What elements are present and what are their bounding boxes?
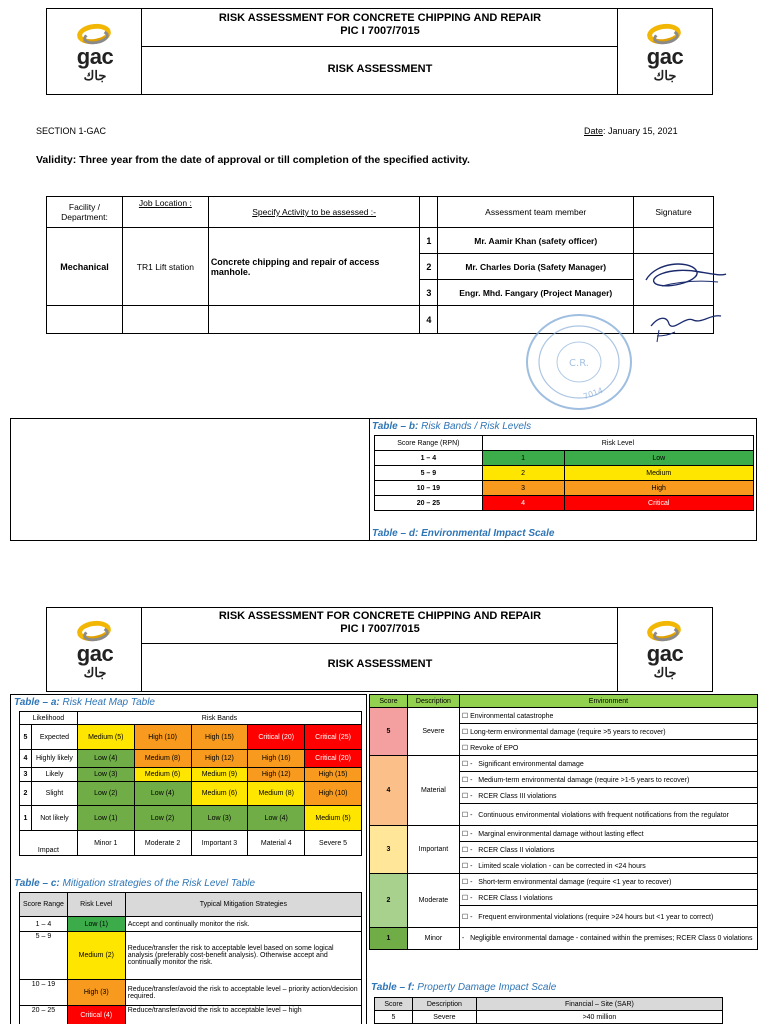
env-item: ☐ - RCER Class I violations: [459, 890, 757, 906]
signature-cell: [634, 228, 714, 254]
score-cell: 5: [375, 1011, 413, 1024]
table-c-caption: Table – c: Mitigation strategies of the Risk Level Table: [14, 878, 256, 889]
col-risk-bands: Risk Bands: [77, 712, 361, 725]
env-item: ☐ - Significant environmental damage: [459, 756, 757, 772]
signature-icon: [638, 256, 728, 296]
impact-col: Moderate 2: [134, 831, 191, 856]
col-risk-level: Risk Level: [482, 436, 753, 451]
date-line: [584, 126, 678, 136]
range-cell: 10 – 19: [375, 481, 483, 496]
member-name: Engr. Mhd. Fangary (Project Manager): [438, 280, 634, 306]
logo-text: gac: [646, 44, 684, 69]
heat-cell: High (10): [305, 782, 362, 806]
heat-cell: Medium (8): [134, 750, 191, 768]
impact-col: Minor 1: [77, 831, 134, 856]
member-num: 3: [420, 280, 438, 306]
env-item: ☐ - RCER Class III violations: [459, 788, 757, 804]
env-item: ☐ - Limited scale violation - can be corrected in <24 hours: [459, 858, 757, 874]
logo-arabic: جاك: [83, 68, 107, 83]
heat-cell: Critical (20): [305, 750, 362, 768]
env-item: ☐ Environmental catastrophe: [459, 708, 757, 724]
table-b-caption: Table – b: Risk Bands / Risk Levels: [372, 421, 532, 432]
level-cell: Critical (4): [67, 1006, 125, 1024]
logo-arabic: جاك: [653, 665, 677, 680]
col-likelihood: Likelihood: [20, 712, 78, 725]
empty-panel: [10, 418, 370, 541]
heat-cell: Low (1): [77, 806, 134, 831]
doc-title-line1: RISK ASSESSMENT FOR CONCRETE CHIPPING AND REPAIR: [218, 610, 542, 622]
heat-cell: Medium (5): [305, 806, 362, 831]
heat-cell: Medium (8): [248, 782, 305, 806]
impact-label: Impact: [20, 831, 78, 856]
desc-cell: Minor: [407, 928, 459, 950]
score-cell: 1: [370, 928, 408, 950]
col-score: Score: [370, 695, 408, 708]
level-label: Critical: [564, 496, 754, 511]
heat-cell: High (15): [305, 768, 362, 782]
score-cell: 5: [370, 708, 408, 756]
likelihood-label: Not likely: [31, 806, 77, 831]
gac-logo-left-1: [55, 22, 135, 88]
level-cell: High (3): [67, 980, 125, 1006]
date-label: Date: [584, 126, 604, 136]
level-label: Low: [564, 451, 754, 466]
heat-cell: Critical (20): [248, 725, 305, 750]
logo-text: gac: [646, 641, 684, 666]
gac-logo-left-2: [55, 619, 135, 685]
range-cell: 5 – 9: [375, 466, 483, 481]
gac-logo-right-2: [625, 619, 705, 685]
doc-subtitle: RISK ASSESSMENT: [327, 658, 433, 670]
col-description: Description: [407, 695, 459, 708]
member-name: Mr. Aamir Khan (safety officer): [438, 228, 634, 254]
level-num: 1: [482, 451, 564, 466]
desc-cell: Important: [407, 826, 459, 874]
logo-arabic: جاك: [653, 68, 677, 83]
col-score-range: Score Range (RPN): [375, 436, 483, 451]
heat-cell: Critical (25): [305, 725, 362, 750]
likelihood-label: Highly likely: [31, 750, 77, 768]
table-a: Likelihood Risk Bands 5 Expected Medium (5) High (10) High (15) Critical (20) Critical (25) 4 Highly likely Low (4) Medium (8) High (12) High (16) Critical (20) 3 Likely Low (3) Medium (6) Medium (9) High (12) High (15) 2 Slight Low (2) Low (4) Medium (6) Medium (8) High (10) 1 Not likely Low (1) Low (2) Low (3) Low (4) Medium (5) Impact Minor 1 Moderate 2 Important 3 Material 4 Severe 5: [19, 711, 362, 856]
score-cell: 4: [370, 756, 408, 826]
logo-text: gac: [76, 641, 114, 666]
likelihood-label: Slight: [31, 782, 77, 806]
heat-cell: Medium (9): [191, 768, 248, 782]
desc-cell: Material: [407, 756, 459, 826]
impact-col: Important 3: [191, 831, 248, 856]
col-location: Job Location :: [122, 197, 208, 228]
facility-value: Mechanical: [47, 228, 123, 306]
col-financial: Financial – Site (SAR): [476, 998, 722, 1011]
validity-text: Validity: Three year from the date of approval or till completion of the specified activity.: [36, 154, 470, 166]
desc-cell: Severe: [412, 1011, 476, 1024]
member-name: Mr. Charles Doria (Safety Manager): [438, 254, 634, 280]
heat-cell: Low (4): [77, 750, 134, 768]
strategy-cell: Reduce/transfer/avoid the risk to acceptable level – high: [125, 1006, 361, 1024]
member-num: 4: [420, 306, 438, 334]
strategy-cell: Accept and continually monitor the risk.: [125, 917, 361, 932]
env-item: ☐ - Short-term environmental damage (require <1 year to recover): [459, 874, 757, 890]
level-cell: Low (1): [67, 917, 125, 932]
signature-icon: [645, 306, 725, 346]
level-num: 4: [482, 496, 564, 511]
value-cell: >40 million: [476, 1011, 722, 1024]
range-cell: 20 – 25: [20, 1006, 68, 1024]
range-cell: 1 – 4: [20, 917, 68, 932]
heat-cell: Low (3): [77, 768, 134, 782]
score-cell: 3: [370, 826, 408, 874]
table-a-caption: Table – a: Risk Heat Map Table: [14, 697, 155, 708]
likelihood-label: Expected: [31, 725, 77, 750]
heat-cell: Medium (6): [134, 768, 191, 782]
range-cell: 1 – 4: [375, 451, 483, 466]
heat-cell: High (12): [248, 768, 305, 782]
gac-logo-right-1: [625, 22, 705, 88]
range-cell: 5 – 9: [20, 932, 68, 980]
col-description: Description: [412, 998, 476, 1011]
env-item: ☐ - Marginal environmental damage without lasting effect: [459, 826, 757, 842]
strategy-cell: Reduce/transfer/avoid the risk to acceptable level – priority action/decision required.: [125, 980, 361, 1006]
impact-col: Severe 5: [305, 831, 362, 856]
env-item: ☐ - Frequent environmental violations (require >24 hours but <1 year to correct): [459, 906, 757, 928]
doc-title-line1: RISK ASSESSMENT FOR CONCRETE CHIPPING AND REPAIR: [218, 12, 542, 24]
col-mitigation: Typical Mitigation Strategies: [125, 893, 361, 917]
env-item: ☐ - Continuous environmental violations with frequent notifications from the regulator: [459, 804, 757, 826]
date-value: : January 15, 2021: [603, 126, 678, 136]
col-score-range: Score Range: [20, 893, 68, 917]
doc-subtitle: RISK ASSESSMENT: [327, 63, 433, 75]
env-item: ☐ Revoke of EPO: [459, 740, 757, 756]
logo-text: gac: [76, 44, 114, 69]
heat-cell: Low (2): [77, 782, 134, 806]
doc-title-line2: PIC I 7007/7015: [340, 25, 420, 37]
col-risk-level: Risk Level: [67, 893, 125, 917]
table-env: [369, 694, 758, 950]
level-cell: Medium (2): [67, 932, 125, 980]
col-signature: Signature: [634, 197, 714, 228]
member-num: 1: [420, 228, 438, 254]
col-member: Assessment team member: [438, 197, 634, 228]
col-activity: Specify Activity to be assessed :-: [208, 197, 420, 228]
svg-text:7014: 7014: [582, 385, 605, 402]
range-cell: 10 – 19: [20, 980, 68, 1006]
likelihood-label: Likely: [31, 768, 77, 782]
heat-cell: High (10): [134, 725, 191, 750]
heat-cell: Low (4): [248, 806, 305, 831]
level-label: Medium: [564, 466, 754, 481]
col-environment: Environment: [459, 695, 757, 708]
company-stamp-icon: [524, 312, 634, 412]
range-cell: 20 – 25: [375, 496, 483, 511]
logo-arabic: جاك: [83, 665, 107, 680]
env-item: ☐ - Medium-term environmental damage (require >1-5 years to recover): [459, 772, 757, 788]
heat-cell: Medium (6): [191, 782, 248, 806]
table-f-caption: Table – f: Property Damage Impact Scale: [371, 982, 557, 993]
table-b: [374, 435, 754, 511]
table-d-caption: Table – d: Environmental Impact Scale: [372, 528, 555, 539]
heat-cell: High (16): [248, 750, 305, 768]
table-c: [19, 892, 362, 1024]
desc-cell: Severe: [407, 708, 459, 756]
heat-cell: High (12): [191, 750, 248, 768]
heat-cell: Low (2): [134, 806, 191, 831]
activity-value: Concrete chipping and repair of access manhole.: [208, 228, 420, 306]
desc-cell: Moderate: [407, 874, 459, 928]
col-facility: Facility / Department:: [47, 197, 123, 228]
heat-cell: Low (4): [134, 782, 191, 806]
env-item: ☐ - RCER Class II violations: [459, 842, 757, 858]
strategy-cell: Reduce/transfer the risk to acceptable level based on some logical analysis (preferably cost-benefit analysis). Otherwise accept and continually monitor the risk.: [125, 932, 361, 980]
score-cell: 2: [370, 874, 408, 928]
member-num: 2: [420, 254, 438, 280]
level-num: 2: [482, 466, 564, 481]
heat-cell: Medium (5): [77, 725, 134, 750]
section-label: SECTION 1-GAC: [36, 126, 107, 136]
heat-cell: High (15): [191, 725, 248, 750]
doc-title-line2: PIC I 7007/7015: [340, 623, 420, 635]
level-label: High: [564, 481, 754, 496]
table-f: [374, 997, 723, 1024]
impact-col: Material 4: [248, 831, 305, 856]
svg-text:C.R.: C.R.: [569, 358, 589, 369]
level-num: 3: [482, 481, 564, 496]
location-value: TR1 Lift station: [122, 228, 208, 306]
heat-cell: Low (3): [191, 806, 248, 831]
col-score: Score: [375, 998, 413, 1011]
env-item: ☐ Long-term environmental damage (require >5 years to recover): [459, 724, 757, 740]
env-item: - Negligible environmental damage - contained within the premises; RCER Class 0 violations: [459, 928, 757, 950]
